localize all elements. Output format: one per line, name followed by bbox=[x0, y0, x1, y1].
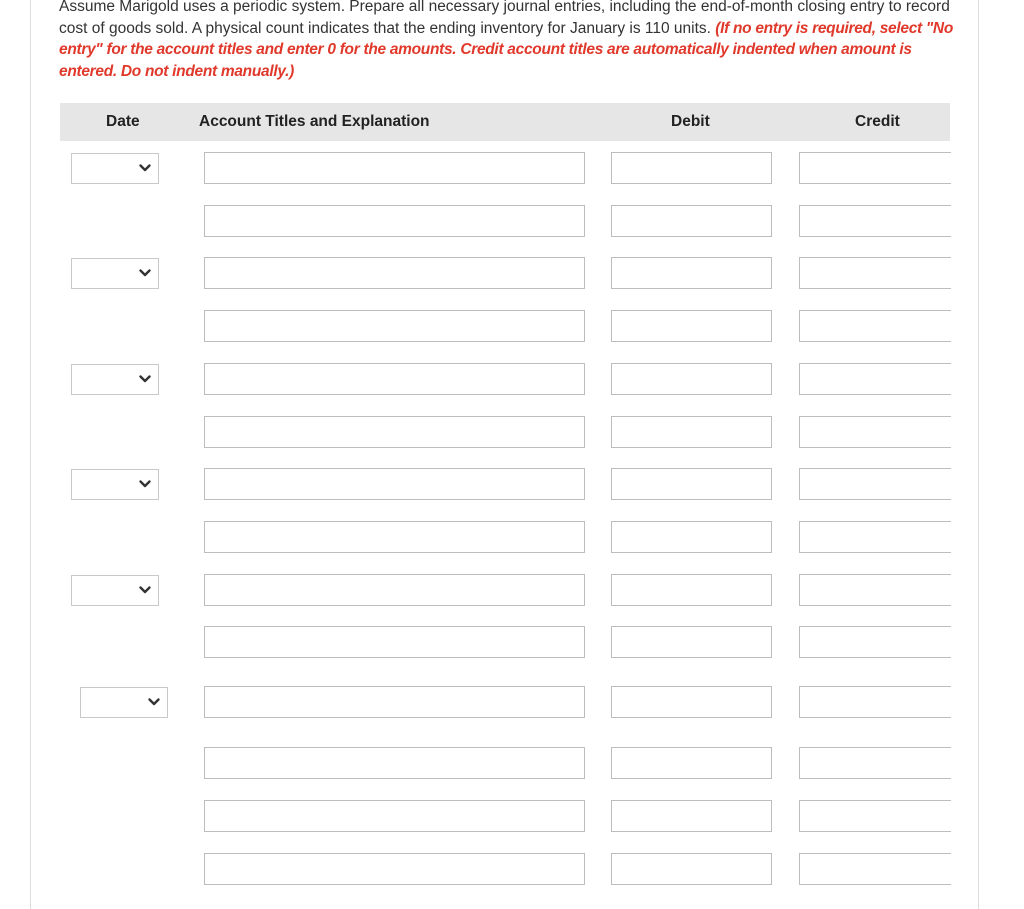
instructions-text: Assume Marigold uses a periodic system. Prepare all necessary journal entries, including the end-of-month closing entry to record cost of goods sold. A physical count indicates that the ending inventory for January is 110 units. bbox=[59, 0, 950, 37]
date-select[interactable] bbox=[71, 575, 159, 606]
account-title-input[interactable] bbox=[204, 363, 585, 395]
debit-input[interactable] bbox=[611, 468, 772, 500]
credit-input[interactable] bbox=[799, 626, 951, 658]
header-date: Date bbox=[106, 113, 140, 130]
account-title-input[interactable] bbox=[204, 416, 585, 448]
date-select[interactable] bbox=[80, 687, 168, 718]
account-title-input[interactable] bbox=[204, 521, 585, 553]
header-account-titles: Account Titles and Explanation bbox=[199, 113, 430, 130]
credit-input[interactable] bbox=[799, 205, 951, 237]
account-title-input[interactable] bbox=[204, 626, 585, 658]
chevron-down-icon bbox=[138, 371, 152, 387]
debit-input[interactable] bbox=[611, 626, 772, 658]
date-select[interactable] bbox=[71, 153, 159, 184]
account-title-input[interactable] bbox=[204, 310, 585, 342]
chevron-down-icon bbox=[147, 694, 161, 710]
account-title-input[interactable] bbox=[204, 468, 585, 500]
credit-input[interactable] bbox=[799, 310, 951, 342]
debit-input[interactable] bbox=[611, 800, 772, 832]
account-title-input[interactable] bbox=[204, 205, 585, 237]
chevron-down-icon bbox=[138, 582, 152, 598]
debit-input[interactable] bbox=[611, 521, 772, 553]
account-title-input[interactable] bbox=[204, 800, 585, 832]
debit-input[interactable] bbox=[611, 853, 772, 885]
header-credit: Credit bbox=[855, 113, 900, 130]
debit-input[interactable] bbox=[611, 747, 772, 779]
date-select[interactable] bbox=[71, 364, 159, 395]
date-select[interactable] bbox=[71, 258, 159, 289]
credit-input[interactable] bbox=[799, 574, 951, 606]
date-select[interactable] bbox=[71, 469, 159, 500]
debit-input[interactable] bbox=[611, 257, 772, 289]
header-debit: Debit bbox=[671, 113, 710, 130]
account-title-input[interactable] bbox=[204, 257, 585, 289]
account-title-input[interactable] bbox=[204, 574, 585, 606]
account-title-input[interactable] bbox=[204, 686, 585, 718]
debit-input[interactable] bbox=[611, 310, 772, 342]
credit-input[interactable] bbox=[799, 800, 951, 832]
instructions-note: (If no entry is required, select "No entry" for the account titles and enter 0 for the amounts. Credit account titles are automatically indented when amount is entered. Do not indent manually.) bbox=[59, 19, 953, 80]
credit-input[interactable] bbox=[799, 521, 951, 553]
debit-input[interactable] bbox=[611, 363, 772, 395]
credit-input[interactable] bbox=[799, 257, 951, 289]
credit-input[interactable] bbox=[799, 853, 951, 885]
chevron-down-icon bbox=[138, 160, 152, 176]
debit-input[interactable] bbox=[611, 686, 772, 718]
credit-input[interactable] bbox=[799, 363, 951, 395]
chevron-down-icon bbox=[138, 265, 152, 281]
account-title-input[interactable] bbox=[204, 152, 585, 184]
credit-input[interactable] bbox=[799, 468, 951, 500]
debit-input[interactable] bbox=[611, 152, 772, 184]
account-title-input[interactable] bbox=[204, 747, 585, 779]
account-title-input[interactable] bbox=[204, 853, 585, 885]
credit-input[interactable] bbox=[799, 686, 951, 718]
credit-input[interactable] bbox=[799, 747, 951, 779]
question-instructions bbox=[59, 0, 959, 82]
debit-input[interactable] bbox=[611, 574, 772, 606]
credit-input[interactable] bbox=[799, 152, 951, 184]
debit-input[interactable] bbox=[611, 416, 772, 448]
chevron-down-icon bbox=[138, 476, 152, 492]
debit-input[interactable] bbox=[611, 205, 772, 237]
credit-input[interactable] bbox=[799, 416, 951, 448]
journal-table-header bbox=[60, 103, 950, 141]
